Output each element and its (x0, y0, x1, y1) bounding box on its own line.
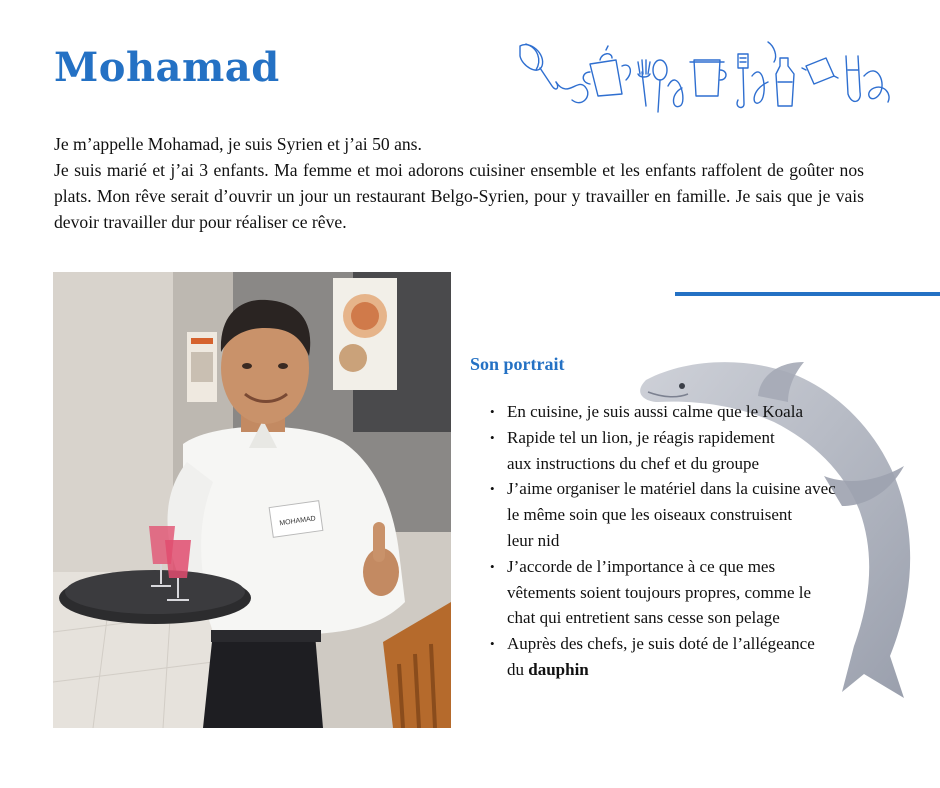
bullet-icon: • (490, 636, 495, 652)
trait-line: le même soin que les oiseaux construisent (507, 505, 793, 525)
trait-line: Auprès des chefs, je suis doté de l’allégeance (507, 634, 815, 654)
trait-line-last (507, 657, 900, 683)
list-item (490, 554, 900, 631)
name-badge-text: MOHAMAD (279, 515, 317, 528)
list-item (490, 399, 900, 425)
list-item (490, 476, 900, 553)
bullet-icon: • (490, 558, 495, 574)
list-item (490, 631, 900, 683)
portrait-section-title: Son portrait (470, 354, 565, 374)
portrait-traits-list (490, 399, 900, 683)
trait-line: aux instructions du chef et du groupe (507, 453, 760, 473)
accent-divider (675, 292, 940, 296)
trait-line: J’aime organiser le matériel dans la cuisine avec (507, 479, 836, 499)
intro-text (54, 131, 864, 235)
portrait-photo (53, 272, 451, 728)
bullet-icon: • (490, 481, 495, 497)
bullet-icon: • (490, 429, 495, 445)
trait-line: chat qui entretient sans cesse son pelage (507, 608, 780, 628)
trait-line: vêtements soient toujours propres, comme le (507, 582, 812, 602)
trait-prefix: du (507, 659, 529, 679)
bullet-icon: • (490, 404, 495, 419)
trait-highlight: dauphin (528, 659, 589, 679)
trait-line: Rapide tel un lion, je réagis rapidement (507, 427, 775, 447)
kitchen-utensils-doodle-icon (512, 36, 896, 118)
trait-line: leur nid (507, 530, 560, 550)
trait-line: J’accorde de l’importance à ce que mes (507, 556, 776, 576)
intro-line-1: Je m’appelle Mohamad, je suis Syrien et j’ai 50 ans. (54, 134, 422, 154)
trait-line: En cuisine, je suis aussi calme que le Koala (507, 402, 803, 421)
page-title: Mohamad (54, 44, 280, 91)
list-item (490, 425, 900, 477)
intro-paragraph: Je suis marié et j’ai 3 enfants. Ma femme et moi adorons cuisiner ensemble et les enfants raffolent de goûter nos plats. Mon rêve serait d’ouvrir un jour un restaurant Belgo-Syrien, pour y travailler en famille. Je sais que je vais devoir travailler dur pour réaliser ce rêve. (54, 160, 864, 232)
